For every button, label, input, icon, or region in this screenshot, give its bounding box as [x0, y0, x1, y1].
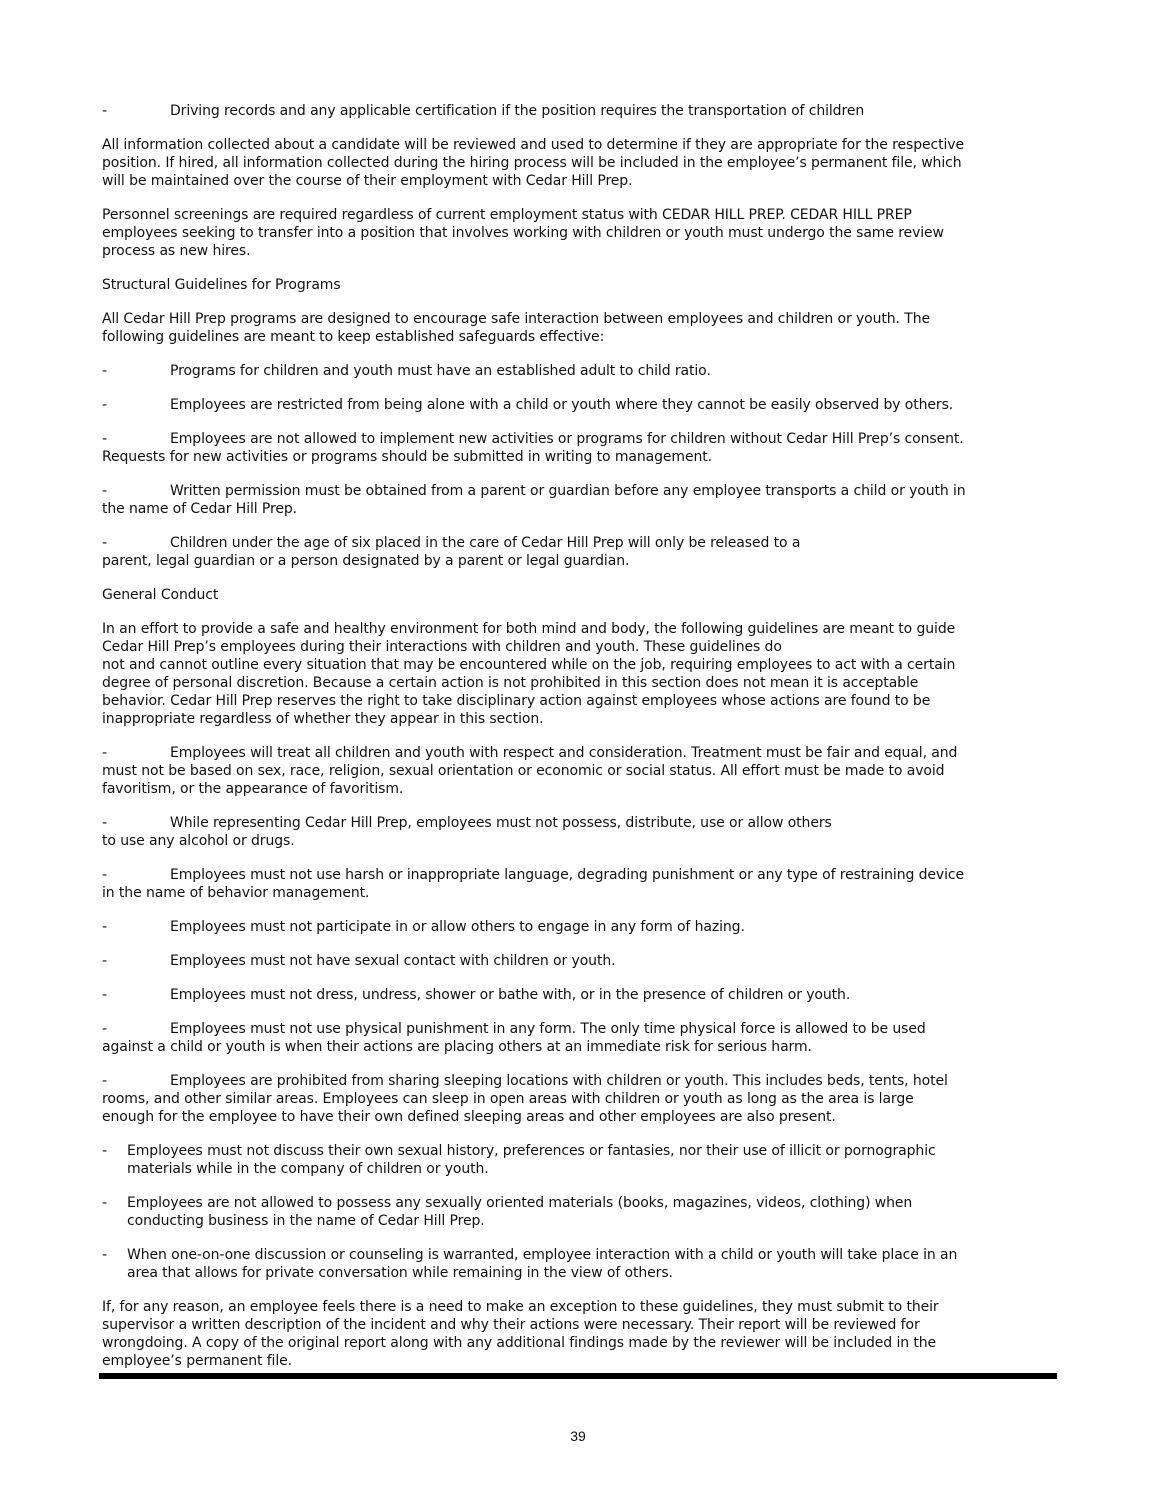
line-text: conducting business in the name of Cedar Hill Prep. [127, 1213, 485, 1229]
line-text: Children under the age of six placed in the care of Cedar Hill Prep will only be released to a [170, 535, 801, 551]
text-line [102, 534, 1062, 552]
text-line [102, 744, 1062, 762]
line-text: Employees are prohibited from sharing sleeping locations with children or youth. This includes beds, tents, hotel [170, 1073, 948, 1089]
text-line [102, 1264, 1062, 1282]
text-line [102, 310, 1062, 328]
bullet-item [102, 362, 1062, 380]
bullet-item [102, 1194, 1062, 1230]
bullet-item [102, 1246, 1062, 1282]
bullet-item [102, 482, 1062, 518]
paragraph [102, 136, 1062, 190]
text-line [102, 866, 1062, 884]
paragraph [102, 1298, 1062, 1370]
bullet-item [102, 952, 1062, 970]
text-line [102, 328, 1062, 346]
line-text: Programs for children and youth must have an established adult to child ratio. [170, 363, 711, 379]
line-text: In an effort to provide a safe and healthy environment for both mind and body, the following guidelines are meant to guide [102, 621, 956, 637]
line-text: employee’s permanent file. [102, 1353, 292, 1369]
text-line [102, 172, 1062, 190]
text-line [102, 1246, 1062, 1264]
line-text: against a child or youth is when their actions are placing others at an immediate risk for serious harm. [102, 1039, 812, 1055]
text-line [102, 918, 1062, 936]
line-text: All Cedar Hill Prep programs are designed to encourage safe interaction between employees and children or youth. The [102, 311, 930, 327]
section-heading [102, 586, 1062, 604]
bullet-marker: - [102, 1247, 107, 1263]
text-line [102, 206, 1062, 224]
line-text: While representing Cedar Hill Prep, employees must not possess, distribute, use or allow others [170, 815, 832, 831]
text-line [102, 814, 1062, 832]
text-line [102, 430, 1062, 448]
bullet-marker: - [102, 1143, 107, 1159]
line-text: Written permission must be obtained from a parent or guardian before any employee transports a child or youth in [170, 483, 966, 499]
text-line [102, 276, 1062, 294]
bullet-marker: - [102, 919, 107, 935]
line-text: Employees are restricted from being alone with a child or youth where they cannot be easily observed by others. [170, 397, 954, 413]
text-line [102, 1334, 1062, 1352]
text-line [102, 986, 1062, 1004]
line-text: All information collected about a candidate will be reviewed and used to determine if they are appropriate for the respective [102, 137, 964, 153]
text-line [102, 832, 1062, 850]
bullet-item [102, 534, 1062, 570]
line-text: favoritism, or the appearance of favoritism. [102, 781, 404, 797]
bullet-marker: - [102, 745, 107, 761]
text-line [102, 586, 1062, 604]
line-text: not and cannot outline every situation that may be encountered while on the job, requiring employees to act with a certain [102, 657, 956, 673]
bullet-marker: - [102, 397, 107, 413]
text-line [102, 656, 1062, 674]
text-line [102, 952, 1062, 970]
line-text: the name of Cedar Hill Prep. [102, 501, 298, 517]
text-line [102, 1108, 1062, 1126]
bullet-item [102, 396, 1062, 414]
bullet-marker: - [102, 815, 107, 831]
document-body [102, 102, 1062, 1386]
line-text: materials while in the company of children or youth. [127, 1161, 489, 1177]
line-text: Personnel screenings are required regardless of current employment status with CEDAR HILL PREP. CEDAR HILL PREP [102, 207, 912, 223]
text-line [102, 1038, 1062, 1056]
line-text: Requests for new activities or programs should be submitted in writing to management. [102, 449, 712, 465]
line-text: following guidelines are meant to keep established safeguards effective: [102, 329, 605, 345]
bullet-item [102, 1020, 1062, 1056]
line-text: Employees must not use harsh or inappropriate language, degrading punishment or any type of restraining device [170, 867, 965, 883]
text-line [102, 552, 1062, 570]
section-heading [102, 276, 1062, 294]
paragraph [102, 206, 1062, 260]
line-text: parent, legal guardian or a person designated by a parent or legal guardian. [102, 553, 630, 569]
line-text: will be maintained over the course of their employment with Cedar Hill Prep. [102, 173, 633, 189]
line-text: in the name of behavior management. [102, 885, 370, 901]
text-line [102, 692, 1062, 710]
line-text: Employees must not discuss their own sexual history, preferences or fantasies, nor their use of illicit or pornographic [127, 1143, 936, 1159]
bullet-marker: - [102, 953, 107, 969]
bullet-marker: - [102, 363, 107, 379]
page-number: 39 [570, 1428, 586, 1444]
text-line [102, 1090, 1062, 1108]
line-text: Cedar Hill Prep’s employees during their interactions with children and youth. These guidelines do [102, 639, 782, 655]
bullet-marker: - [102, 483, 107, 499]
bullet-item [102, 102, 1062, 120]
line-text: Employees must not dress, undress, shower or bathe with, or in the presence of children or youth. [170, 987, 851, 1003]
text-line [102, 1020, 1062, 1038]
bullet-marker: - [102, 1195, 107, 1211]
text-line [102, 396, 1062, 414]
text-line [102, 448, 1062, 466]
line-text: Driving records and any applicable certification if the position requires the transportation of children [170, 103, 865, 119]
text-line [102, 1212, 1062, 1230]
text-line [102, 482, 1062, 500]
text-line [102, 1194, 1062, 1212]
text-line [102, 780, 1062, 798]
text-line [102, 1142, 1062, 1160]
text-line [102, 500, 1062, 518]
line-text: process as new hires. [102, 243, 251, 259]
text-line [102, 154, 1062, 172]
line-text: Employees are not allowed to implement new activities or programs for children without Cedar Hill Prep’s consent. [170, 431, 964, 447]
line-text: must not be based on sex, race, religion, sexual orientation or economic or social status. All effort must be made to avoid [102, 763, 945, 779]
paragraph [102, 620, 1062, 728]
bullet-marker: - [102, 103, 107, 119]
bullet-item [102, 1072, 1062, 1126]
text-line [102, 1072, 1062, 1090]
text-line [102, 674, 1062, 692]
line-text: degree of personal discretion. Because a certain action is not prohibited in this section does not mean it is acceptable [102, 675, 919, 691]
bullet-item [102, 430, 1062, 466]
line-text: Structural Guidelines for Programs [102, 277, 341, 293]
line-text: behavior. Cedar Hill Prep reserves the right to take disciplinary action against employees whose actions are found to be [102, 693, 931, 709]
horizontal-rule [99, 1373, 1057, 1379]
text-line [102, 1298, 1062, 1316]
line-text: rooms, and other similar areas. Employees can sleep in open areas with children or youth as long as the area is large [102, 1091, 914, 1107]
text-line [102, 884, 1062, 902]
line-text: If, for any reason, an employee feels there is a need to make an exception to these guidelines, they must submit to their [102, 1299, 939, 1315]
line-text: Employees must not participate in or allow others to engage in any form of hazing. [170, 919, 745, 935]
line-text: Employees must not use physical punishment in any form. The only time physical force is allowed to be used [170, 1021, 926, 1037]
bullet-item [102, 866, 1062, 902]
text-line [102, 224, 1062, 242]
paragraph [102, 310, 1062, 346]
bullet-marker: - [102, 535, 107, 551]
bullet-item [102, 814, 1062, 850]
line-text: Employees are not allowed to possess any sexually oriented materials (books, magazines, videos, clothing) when [127, 1195, 913, 1211]
line-text: area that allows for private conversation while remaining in the view of others. [127, 1265, 673, 1281]
bullet-item [102, 744, 1062, 798]
line-text: General Conduct [102, 587, 219, 603]
bullet-item [102, 1142, 1062, 1178]
line-text: Employees will treat all children and youth with respect and consideration. Treatment must be fair and equal, and [170, 745, 958, 761]
bullet-item [102, 918, 1062, 936]
line-text: When one-on-one discussion or counseling is warranted, employee interaction with a child or youth will take place in an [127, 1247, 958, 1263]
text-line [102, 620, 1062, 638]
text-line [102, 102, 1062, 120]
line-text: to use any alcohol or drugs. [102, 833, 295, 849]
line-text: supervisor a written description of the incident and why their actions were necessary. Their report will be reviewed for [102, 1317, 920, 1333]
text-line [102, 362, 1062, 380]
line-text: wrongdoing. A copy of the original report along with any additional findings made by the reviewer will be included in the [102, 1335, 937, 1351]
bullet-item [102, 986, 1062, 1004]
text-line [102, 136, 1062, 154]
bullet-marker: - [102, 1073, 107, 1089]
bullet-marker: - [102, 431, 107, 447]
text-line [102, 762, 1062, 780]
text-line [102, 1160, 1062, 1178]
text-line [102, 1352, 1062, 1370]
text-line [102, 1316, 1062, 1334]
line-text: position. If hired, all information collected during the hiring process will be included in the employee’s permanent file, which [102, 155, 962, 171]
line-text: employees seeking to transfer into a position that involves working with children or youth must undergo the same review [102, 225, 944, 241]
line-text: Employees must not have sexual contact with children or youth. [170, 953, 616, 969]
line-text: enough for the employee to have their own defined sleeping areas and other employees are also present. [102, 1109, 836, 1125]
text-line [102, 242, 1062, 260]
text-line [102, 638, 1062, 656]
text-line [102, 710, 1062, 728]
line-text: inappropriate regardless of whether they appear in this section. [102, 711, 544, 727]
bullet-marker: - [102, 1021, 107, 1037]
bullet-marker: - [102, 867, 107, 883]
bullet-marker: - [102, 987, 107, 1003]
